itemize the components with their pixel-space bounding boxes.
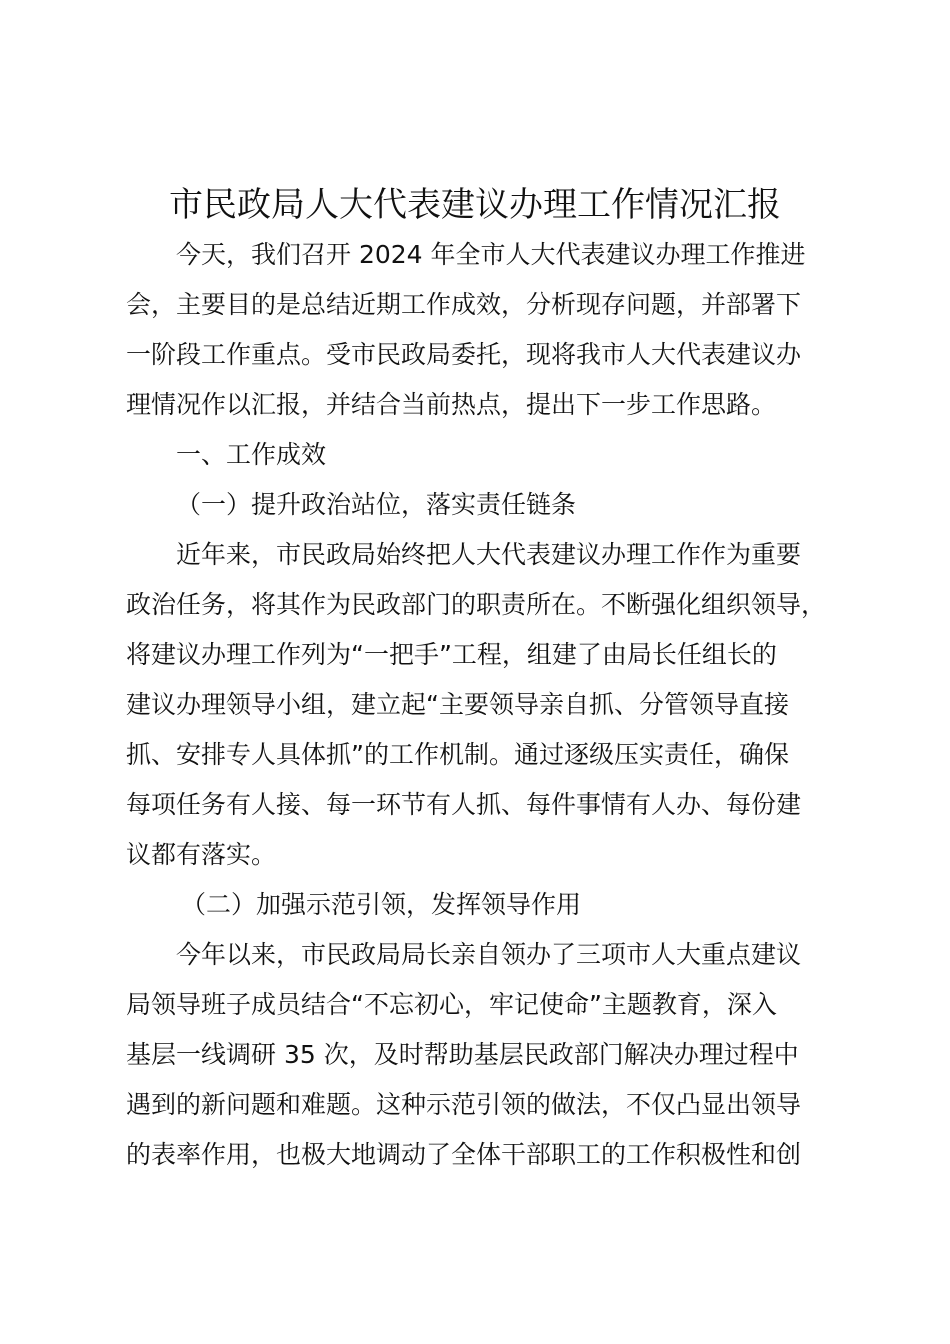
paragraph-line: 政治任务，将其作为民政部门的职责所在。不断强化组织领导， <box>126 590 827 619</box>
paragraph-line: 抓、安排专人具体抓”的工作机制。通过逐级压实责任，确保 <box>126 740 789 769</box>
document-title: 市民政局人大代表建议办理工作情况汇报 <box>169 185 781 225</box>
paragraph-line: 的表率作用，也极大地调动了全体干部职工的工作积极性和创 <box>126 1140 802 1169</box>
paragraph-line: 建议办理领导小组，建立起“主要领导亲自抓、分管领导直接 <box>126 690 789 719</box>
paragraph-line: 会，主要目的是总结近期工作成效，分析现存问题，并部署下 <box>126 290 802 319</box>
paragraph-line: 今天，我们召开 2024 年全市人大代表建议办理工作推进 <box>176 240 806 269</box>
paragraph-line: 局领导班子成员结合“不忘初心，牢记使命”主题教育，深入 <box>126 990 777 1019</box>
subsection-heading: （二）加强示范引领，发挥领导作用 <box>181 890 582 919</box>
paragraph-line: 今年以来，市民政局局长亲自领办了三项市人大重点建议 <box>176 940 802 969</box>
paragraph-line: 理情况作以汇报，并结合当前热点，提出下一步工作思路。 <box>126 390 777 419</box>
paragraph-line: 遇到的新问题和难题。这种示范引领的做法，不仅凸显出领导 <box>126 1090 802 1119</box>
paragraph-line: 每项任务有人接、每一环节有人抓、每件事情有人办、每份建 <box>126 790 802 819</box>
subsection-heading: （一）提升政治站位，落实责任链条 <box>176 490 577 519</box>
paragraph-line: 将建议办理工作列为“一把手”工程，组建了由局长任组长的 <box>126 640 777 669</box>
document-body <box>126 230 836 1180</box>
paragraph-line: 近年来，市民政局始终把人大代表建议办理工作作为重要 <box>176 540 802 569</box>
section-heading: 一、工作成效 <box>176 440 327 469</box>
paragraph-line: 基层一线调研 35 次，及时帮助基层民政部门解决办理过程中 <box>126 1040 799 1069</box>
paragraph-line: 一阶段工作重点。受市民政局委托，现将我市人大代表建议办 <box>126 340 802 369</box>
paragraph-line: 议都有落实。 <box>126 840 277 869</box>
